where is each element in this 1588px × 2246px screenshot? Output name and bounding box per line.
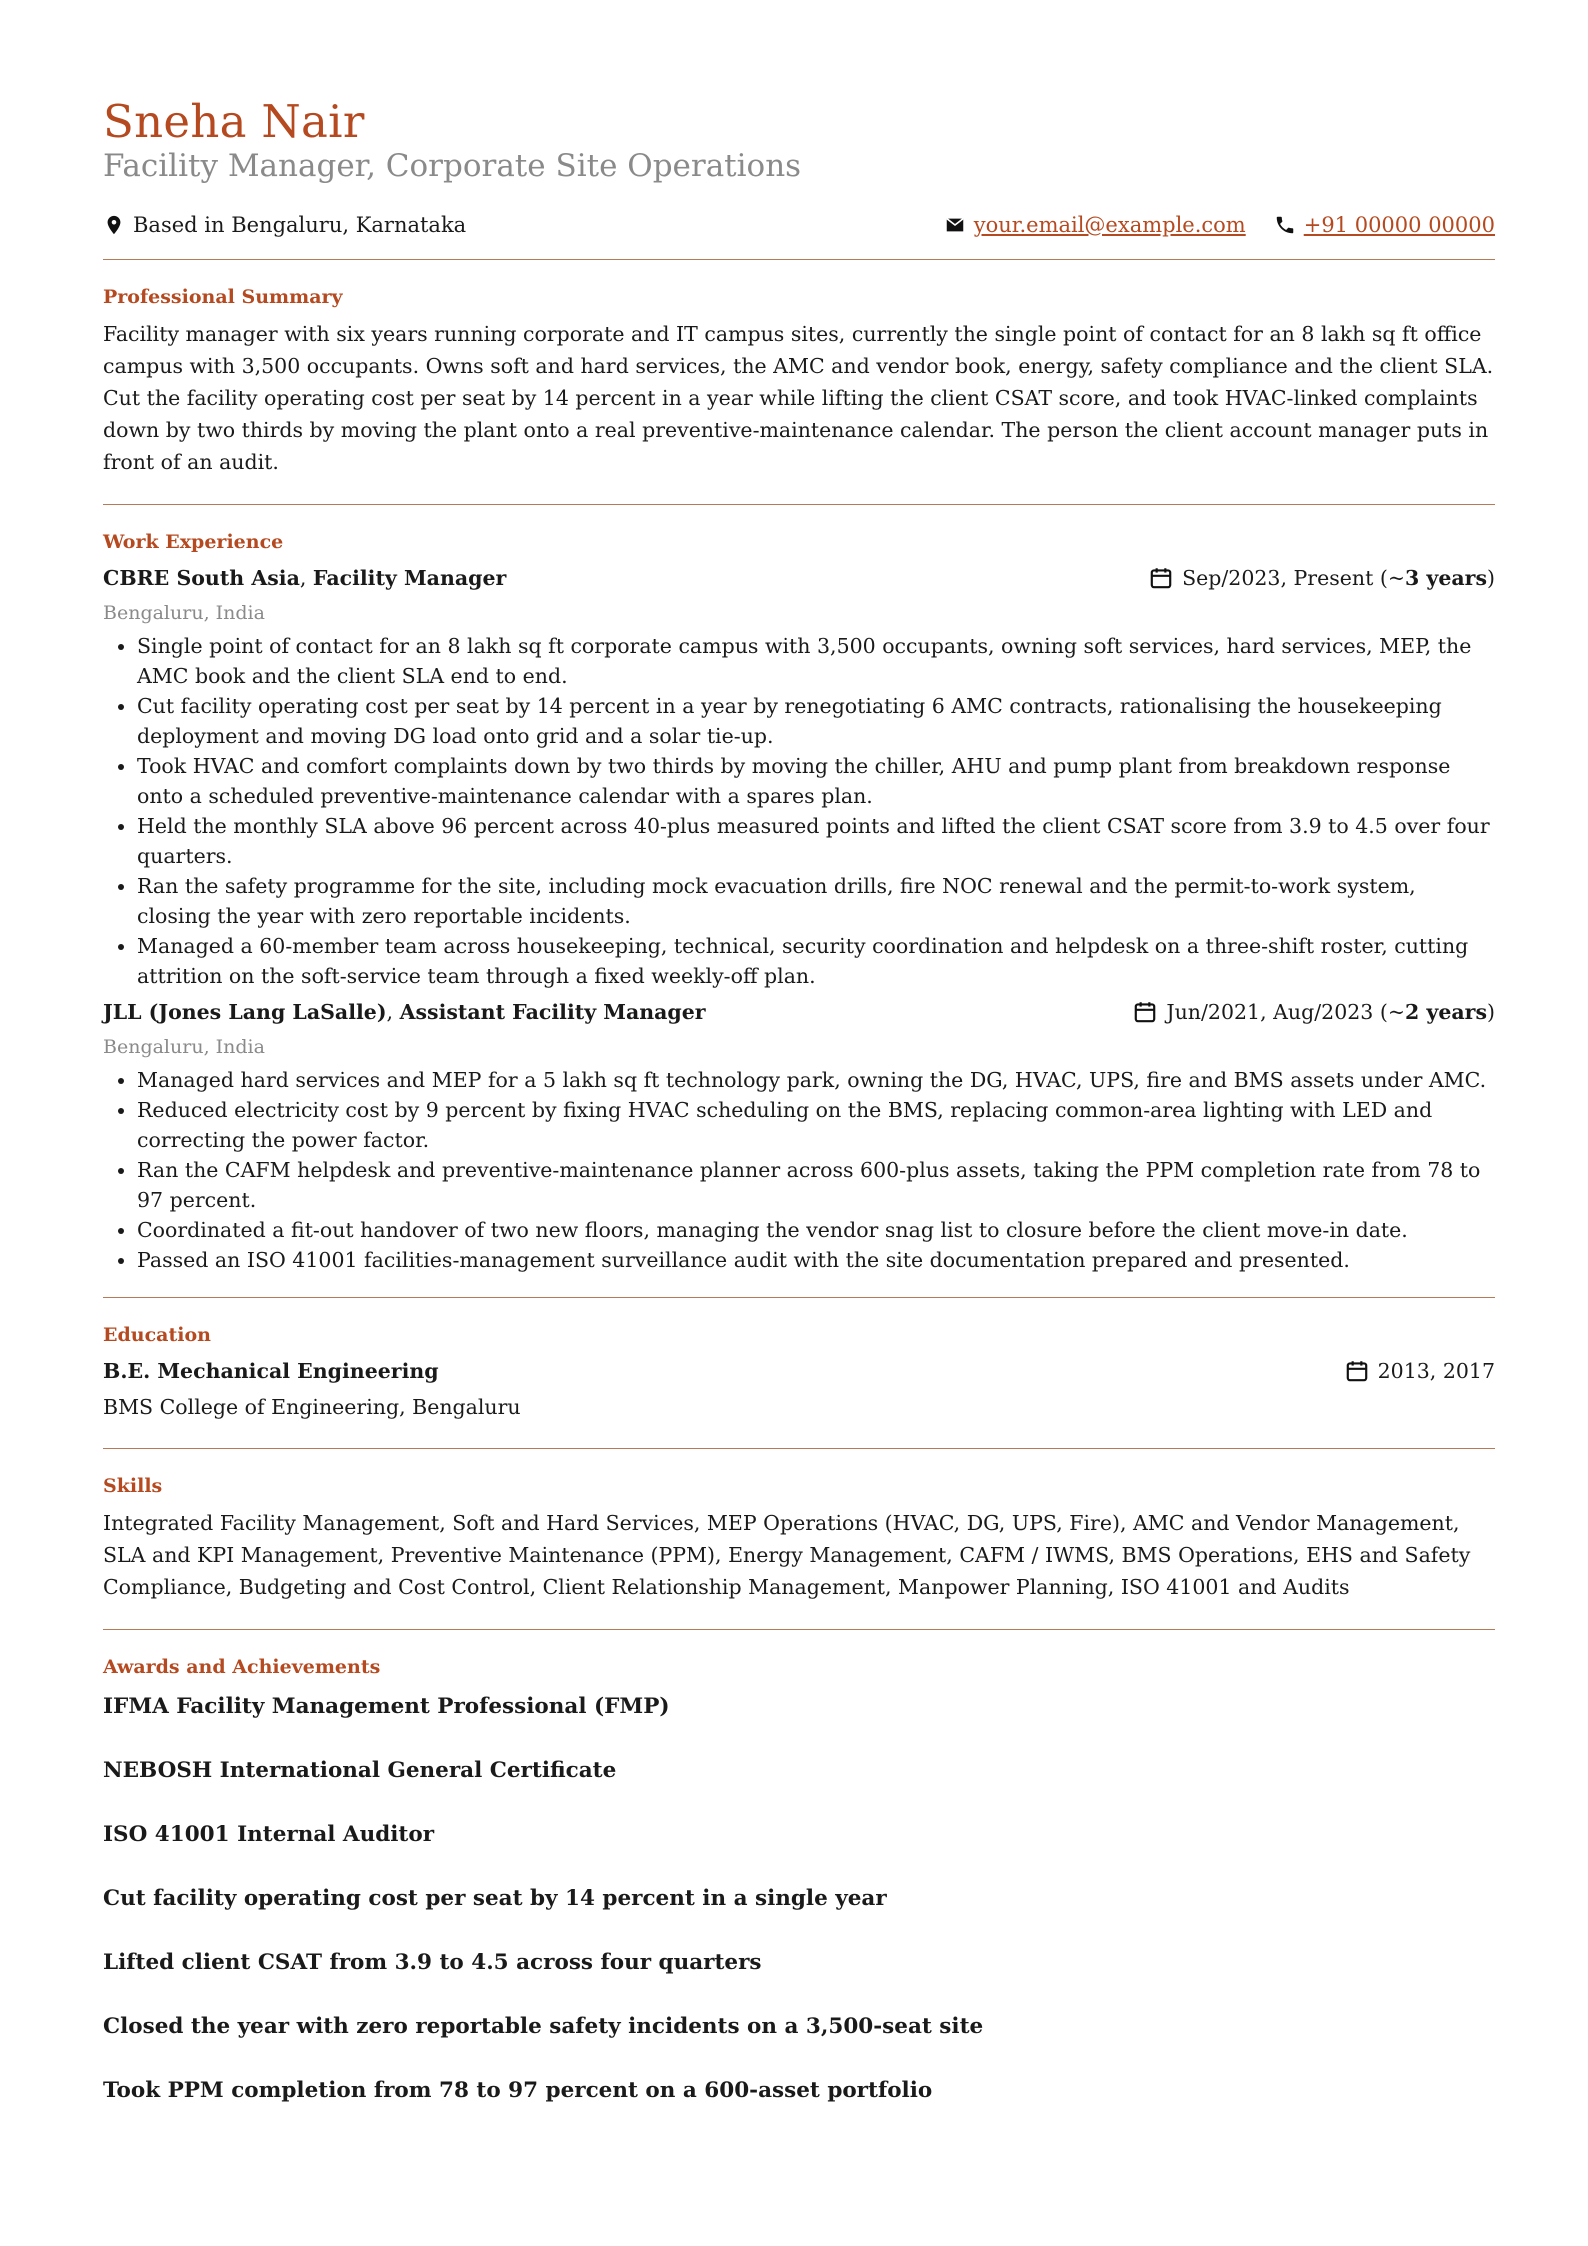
list-item: • Single point of contact for an 8 lakh sq ft corporate campus with 3,500 occupants, owning soft services, hard services, MEP, the AMC book and the client SLA end to end. bbox=[137, 631, 1495, 691]
summary-text: Facility manager with six years running corporate and IT campus sites, currently the single point of contact for an 8 lakh sq ft office campus with 3,500 occupants. Owns soft and hard services, the AMC and vendor book, energy, safety compliance and the client SLA. Cut the facility operating cost per seat by 14 percent in a year while lifting the client CSAT score, and took HVAC-linked complaints down by two thirds by moving the plant onto a real preventive-maintenance calendar. The person the client account manager puts in front of an audit. bbox=[103, 321, 1494, 474]
location-text: Based in Bengaluru, Karnataka bbox=[133, 212, 467, 237]
job-date-close: ) bbox=[1487, 565, 1495, 590]
list-item: • Took HVAC and comfort complaints down by two thirds by moving the chiller, AHU and pump plant from breakdown response onto a scheduled preventive-maintenance calendar with a spares plan. bbox=[137, 751, 1495, 811]
job-location: Bengaluru, India bbox=[103, 1035, 265, 1058]
job-dates bbox=[1148, 563, 1495, 593]
summary-section bbox=[103, 260, 1495, 504]
role-subtitle: Facility Manager, Corporate Site Operations bbox=[103, 147, 802, 184]
list-item: • Cut facility operating cost per seat by 14 percent in a year by renegotiating 6 AMC contracts, rationalising the housekeeping deployment and moving DG load onto grid and a solar tie-up. bbox=[137, 691, 1495, 751]
education-header bbox=[103, 1356, 1495, 1386]
contact-row bbox=[103, 213, 1495, 237]
awards-list bbox=[103, 1692, 1495, 2106]
job-separator: , bbox=[299, 565, 313, 590]
education-date-text: 2013, 2017 bbox=[1377, 1358, 1495, 1383]
job-entry bbox=[103, 997, 1495, 1275]
education-section bbox=[103, 1298, 1495, 1448]
phone-link[interactable]: +91 00000 00000 bbox=[1303, 212, 1495, 237]
job-title bbox=[103, 563, 506, 593]
job-bullets bbox=[103, 631, 1495, 991]
award-item: ISO 41001 Internal Auditor bbox=[103, 1821, 435, 1847]
job-location: Bengaluru, India bbox=[103, 601, 265, 624]
list-item: • Managed a 60-member team across housekeeping, technical, security coordination and helpdesk on a three-shift roster, cutting attrition on the soft-service team through a fixed weekly-off plan. bbox=[137, 931, 1495, 991]
education-degree: B.E. Mechanical Engineering bbox=[103, 1358, 439, 1383]
job-date-text: Sep/2023, Present (~ bbox=[1182, 565, 1406, 590]
list-item: • Ran the safety programme for the site, including mock evacuation drills, fire NOC renewal and the permit-to-work system, closing the year with zero reportable incidents. bbox=[137, 871, 1495, 931]
job-title bbox=[103, 997, 706, 1027]
award-item: NEBOSH International General Certificate bbox=[103, 1757, 617, 1783]
job-date-text: Jun/2021, Aug/2023 (~ bbox=[1166, 999, 1406, 1024]
education-school: BMS College of Engineering, Bengaluru bbox=[103, 1394, 521, 1419]
phone-icon bbox=[1274, 214, 1296, 236]
experience-title: Work Experience bbox=[103, 530, 284, 553]
phone-contact bbox=[1274, 213, 1495, 237]
experience-section bbox=[103, 505, 1495, 1297]
skills-section bbox=[103, 1449, 1495, 1629]
job-bullets bbox=[103, 1065, 1495, 1275]
education-dates bbox=[1344, 1356, 1495, 1386]
award-item: Cut facility operating cost per seat by 14 percent in a single year bbox=[103, 1885, 887, 1911]
list-item: • Reduced electricity cost by 9 percent by fixing HVAC scheduling on the BMS, replacing common-area lighting with LED and correcting the power factor. bbox=[137, 1095, 1495, 1155]
job-date-close: ) bbox=[1487, 999, 1495, 1024]
awards-section bbox=[103, 1630, 1495, 2132]
list-item: • Ran the CAFM helpdesk and preventive-maintenance planner across 600-plus assets, taking the PPM completion rate from 78 to 97 percent. bbox=[137, 1155, 1495, 1215]
award-item: Closed the year with zero reportable safety incidents on a 3,500-seat site bbox=[103, 2013, 984, 2039]
list-item: • Held the monthly SLA above 96 percent across 40-plus measured points and lifted the client CSAT score from 3.9 to 4.5 over four quarters. bbox=[137, 811, 1495, 871]
job-header bbox=[103, 997, 1495, 1027]
summary-title: Professional Summary bbox=[103, 285, 343, 308]
job-position: Assistant Facility Manager bbox=[399, 999, 706, 1024]
job-company: JLL (Jones Lang LaSalle) bbox=[103, 999, 387, 1024]
list-item: • Managed hard services and MEP for a 5 lakh sq ft technology park, owning the DG, HVAC, UPS, fire and BMS assets under AMC. bbox=[137, 1065, 1495, 1095]
skills-title: Skills bbox=[103, 1474, 163, 1497]
calendar-icon bbox=[1344, 1358, 1370, 1384]
job-position: Facility Manager bbox=[312, 565, 507, 590]
award-item: IFMA Facility Management Professional (FMP) bbox=[103, 1693, 670, 1719]
email-contact bbox=[944, 213, 1246, 237]
job-separator: , bbox=[386, 999, 400, 1024]
job-duration: 2 years bbox=[1405, 999, 1487, 1024]
location bbox=[103, 213, 466, 237]
list-item: • Passed an ISO 41001 facilities-management surveillance audit with the site documentation prepared and presented. bbox=[137, 1245, 1495, 1275]
awards-title: Awards and Achievements bbox=[103, 1655, 381, 1678]
list-item: • Coordinated a fit-out handover of two new floors, managing the vendor snag list to closure before the client move-in date. bbox=[137, 1215, 1495, 1245]
skills-text: Integrated Facility Management, Soft and Hard Services, MEP Operations (HVAC, DG, UPS, Fire), AMC and Vendor Management, SLA and KPI Management, Preventive Maintenance (PPM), Energy Management, CAFM / IWMS, BMS Operations, EHS and Safety Compliance, Budgeting and Cost Control, Client Relationship Management, Manpower Planning, ISO 41001 and Audits bbox=[103, 1510, 1471, 1599]
envelope-icon bbox=[944, 214, 966, 236]
calendar-icon bbox=[1132, 999, 1158, 1025]
job-duration: 3 years bbox=[1405, 565, 1487, 590]
contact-links bbox=[916, 213, 1495, 237]
award-item: Took PPM completion from 78 to 97 percent on a 600-asset portfolio bbox=[103, 2077, 933, 2103]
name-heading: Sneha Nair bbox=[103, 95, 365, 148]
job-header bbox=[103, 563, 1495, 593]
award-item: Lifted client CSAT from 3.9 to 4.5 across four quarters bbox=[103, 1949, 762, 1975]
map-pin-icon bbox=[103, 214, 125, 236]
email-link[interactable]: your.email@example.com bbox=[973, 212, 1246, 237]
job-company: CBRE South Asia bbox=[103, 565, 300, 590]
resume-page bbox=[103, 96, 1495, 2132]
job-dates bbox=[1132, 997, 1495, 1027]
education-title: Education bbox=[103, 1323, 211, 1346]
calendar-icon bbox=[1148, 565, 1174, 591]
job-entry bbox=[103, 563, 1495, 991]
